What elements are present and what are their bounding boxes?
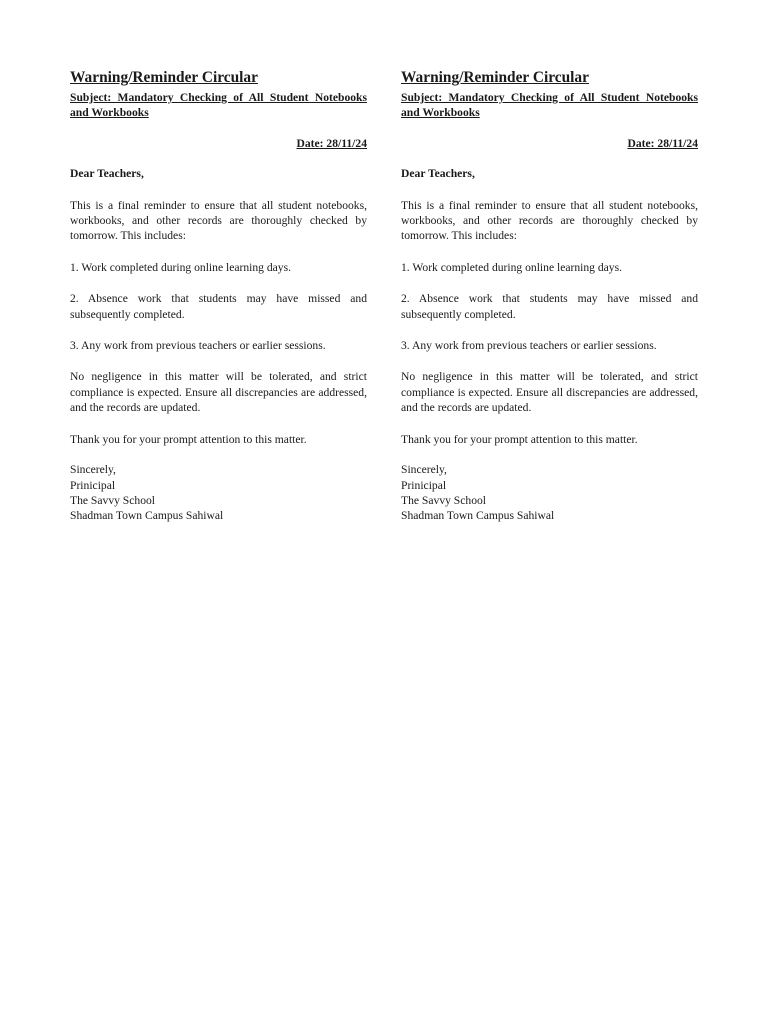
thanks-paragraph: Thank you for your prompt attention to this matter. (401, 432, 638, 446)
circular-right (401, 68, 698, 524)
compliance-paragraph: No negligence in this matter will be tolerated, and strict compliance is expected. Ensure all discrepancies are addressed, and the records are updated. (70, 370, 367, 415)
list-item: 3. Any work from previous teachers or earlier sessions. (401, 339, 657, 353)
school-name: The Savvy School (70, 493, 156, 507)
school-name: The Savvy School (401, 493, 487, 507)
circular-title: Warning/Reminder Circular (401, 69, 589, 86)
circular-date: Date: 28/11/24 (627, 136, 698, 150)
circular-date: Date: 28/11/24 (296, 136, 367, 150)
intro-paragraph: This is a final reminder to ensure that all student notebooks, workbooks, and other records are thoroughly checked by tomorrow. This includes: (70, 198, 367, 243)
list-item: 3. Any work from previous teachers or earlier sessions. (70, 339, 326, 353)
closing: Sincerely, (401, 463, 447, 477)
circular-subject: Subject: Mandatory Checking of All Student Notebooks and Workbooks (401, 91, 698, 120)
list-item: 2. Absence work that students may have missed and subsequently completed. (70, 292, 367, 321)
list-item: 1. Work completed during online learning days. (401, 260, 623, 274)
signature-block (70, 462, 367, 524)
campus-name: Shadman Town Campus Sahiwal (401, 509, 555, 523)
compliance-paragraph: No negligence in this matter will be tolerated, and strict compliance is expected. Ensure all discrepancies are addressed, and the records are updated. (401, 370, 698, 415)
list-item: 1. Work completed during online learning days. (70, 260, 292, 274)
greeting: Dear Teachers, (70, 167, 144, 181)
list-item: 2. Absence work that students may have missed and subsequently completed. (401, 292, 698, 321)
signature-block (401, 462, 698, 524)
signer-title: Prinicipal (70, 478, 116, 492)
intro-paragraph: This is a final reminder to ensure that all student notebooks, workbooks, and other records are thoroughly checked by tomorrow. This includes: (401, 198, 698, 243)
campus-name: Shadman Town Campus Sahiwal (70, 509, 224, 523)
circular-left (70, 68, 367, 524)
closing: Sincerely, (70, 463, 116, 477)
thanks-paragraph: Thank you for your prompt attention to this matter. (70, 432, 307, 446)
signer-title: Prinicipal (401, 478, 447, 492)
circular-title: Warning/Reminder Circular (70, 69, 258, 86)
greeting: Dear Teachers, (401, 167, 475, 181)
circular-subject: Subject: Mandatory Checking of All Student Notebooks and Workbooks (70, 91, 367, 120)
